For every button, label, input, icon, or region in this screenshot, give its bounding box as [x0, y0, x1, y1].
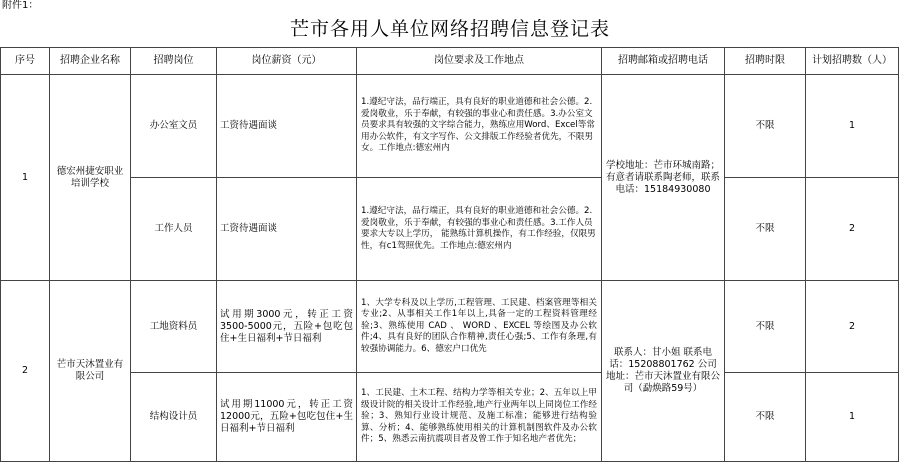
job-salary: 试用期3000元，转正工资3500-5000元，五险+包吃包住+生日福利+节日福利: [217, 281, 357, 373]
header-row: [1, 48, 899, 75]
header-no: 序号: [1, 48, 50, 75]
job-salary: 工资待遇面谈: [217, 178, 357, 281]
company-contact: 联系人：甘小姐 联系电话：15208801762 公司地址：芒市天沐置业有限公司（勐焕路59号）: [602, 281, 725, 462]
attachment-label: 附件1：: [2, 0, 39, 11]
job-limit: 不限: [725, 281, 806, 373]
job-position: 工地资料员: [131, 281, 217, 373]
company-contact: 学校地址：芒市环城南路；有意者请联系陶老师，联系电话：15184930080: [602, 75, 725, 281]
job-position: 办公室文员: [131, 75, 217, 178]
table-row: [1, 75, 899, 178]
company-no: 2: [1, 281, 50, 462]
job-count: 2: [806, 178, 899, 281]
table-row: [1, 281, 899, 373]
header-position: 招聘岗位: [131, 48, 217, 75]
header-count: 计划招聘数（人）: [806, 48, 899, 75]
job-salary: 工资待遇面谈: [217, 75, 357, 178]
job-count: 1: [806, 75, 899, 178]
job-requirements: 1、工民建、土木工程、结构力学等相关专业；2、五年以上甲级设计院的相关设计工作经验,地产行业两年以上同岗位工作经验；3、熟知行业设计规范、及施工标准；能够进行结构验算、分析；4、能够熟练使用相关的计算机制图软件及办公软件；5、熟悉云南抗震项目者及曾工作于知名地产者优先；: [357, 373, 602, 462]
job-count: 2: [806, 281, 899, 373]
job-salary: 试用期11000元，转正工资12000元，五险+包吃包住+生日福利+节日福利: [217, 373, 357, 462]
job-requirements: 1.遵纪守法，品行端正，具有良好的职业道德和社会公德。2.爱岗敬业，乐于奉献，有较强的事业心和责任感。3.工作人员要求大专以上学历， 能熟练计算机操作，有工作经验，仅限男性，有c1驾照优先。工作地点:德宏州内: [357, 178, 602, 281]
header-salary: 岗位薪资（元）: [217, 48, 357, 75]
job-position: 结构设计员: [131, 373, 217, 462]
header-limit: 招聘时限: [725, 48, 806, 75]
job-requirements: 1、大学专科及以上学历,工程管理、工民建、档案管理等相关专业;2、从事相关工作1年以上,具备一定的工程资料管理经验;3、熟练使用 CAD 、 WORD 、EXCEL 等绘图及办公软件;4、具有良好的团队合作精神,责任心强;5、工作有条理,有较强协调能力。6、德宏户口优先: [357, 281, 602, 373]
job-limit: 不限: [725, 75, 806, 178]
job-requirements: 1.遵纪守法，品行端正，具有良好的职业道德和社会公德。2.爱岗敬业，乐于奉献，有较强的事业心和责任感。3.办公室文员要求具有较强的文字综合能力，熟练应用Word、Excel等常用办公软件，有文字写作、公文排版工作经验者优先，不限男女。工作地点:德宏州内: [357, 75, 602, 178]
table-row: [1, 178, 899, 281]
job-limit: 不限: [725, 373, 806, 462]
page-title: 芒市各用人单位网络招聘信息登记表: [289, 18, 610, 40]
header-requirements: 岗位要求及工作地点: [357, 48, 602, 75]
header-contact: 招聘邮箱或招聘电话: [602, 48, 725, 75]
header-company: 招聘企业名称: [50, 48, 131, 75]
company-name: 德宏州捷安职业培训学校: [50, 75, 131, 281]
job-count: 1: [806, 373, 899, 462]
job-position: 工作人员: [131, 178, 217, 281]
company-no: 1: [1, 75, 50, 281]
table-row: [1, 373, 899, 462]
job-limit: 不限: [725, 178, 806, 281]
company-name: 芒市天沐置业有限公司: [50, 281, 131, 462]
recruitment-table: [0, 47, 899, 462]
